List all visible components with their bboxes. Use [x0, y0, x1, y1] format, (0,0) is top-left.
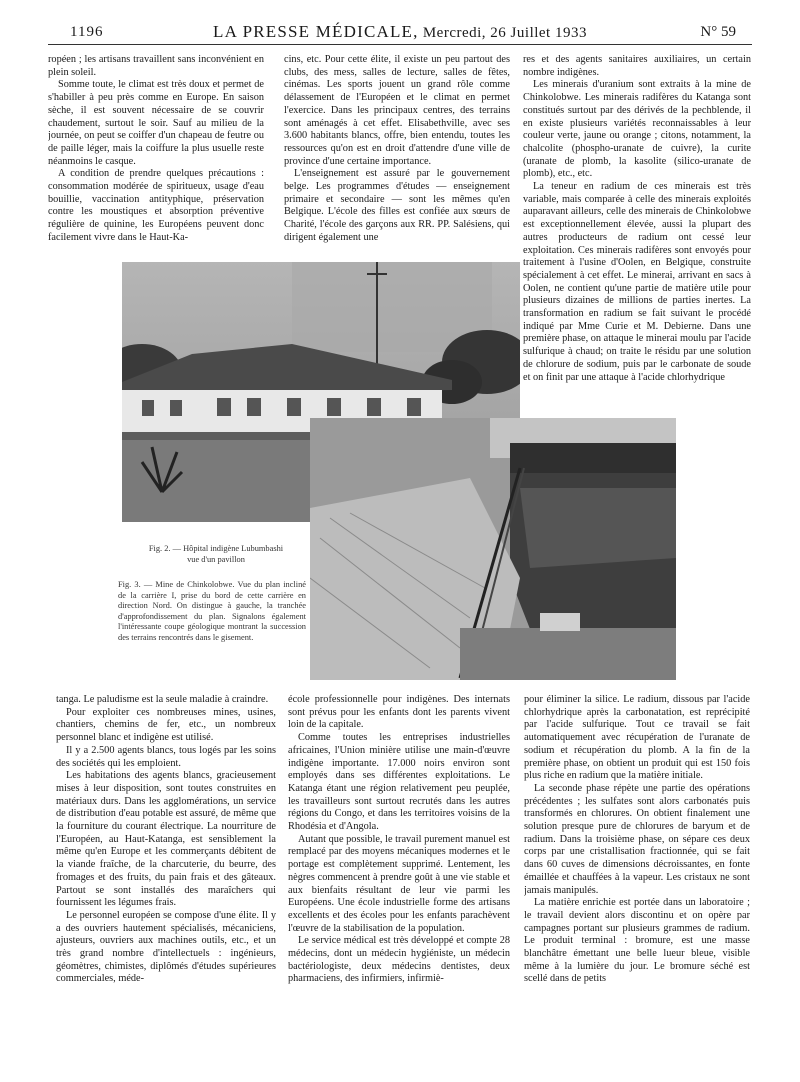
paragraph: ropéen ; les artisans travaillent sans inconvénient en plein soleil. [48, 54, 264, 78]
figure-2-caption [122, 544, 310, 565]
paragraph: Il y a 2.500 agents blancs, tous logés par les soins des sociétés qui les emploient. [56, 744, 276, 769]
column-top-right [523, 54, 751, 406]
figure-2-caption-line2: vue d'un pavillon [187, 554, 245, 564]
column-top-left [48, 54, 264, 266]
paragraph: La seconde phase répète une partie des opérations précédentes ; les sulfates sont alors carbonatés puis transformés en chlorures. On obtient finalement une solution presque pure de chlorures de baryum et de radium. Dans la troisième phase, on sépare ces deux corps par une cristallisation fractionnée, qui se fait dans 60 cuves de dimensions décroissantes, en fonte émaillée et chauffées à la vapeur. Les cristaux ne sont jamais manipulés. [524, 782, 750, 896]
paragraph: Les minerais d'uranium sont extraits à la mine de Chinkolobwe. Les minerais radifères du Katanga sont constitués surtout par des dérivés de la pechblende, il en existe plusieurs variétés reconnaissables à leur couleur verte, jaune ou orange ; citons, notamment, la chalcolite (phospho-uranate de cuivre), la curite (uranate de plomb, la kasolite (silico-uranate de plomb), etc., etc. [523, 79, 751, 180]
paragraph: Le service médical est très développé et compte 28 médecins, dont un médecin hygiéniste, un médecin bactériologiste, deux médecins dentistes, deux pharmaciens, des infirmiers, infirmiè- [288, 935, 510, 985]
paragraph: Comme toutes les entreprises industrielles africaines, l'Union minière utilise une main-d'œuvre indigène importante. 17.000 noirs environ sont employés dans ses différentes exploitations. Le Katanga étant une région relativement peu peuplée, les travailleurs sont surtout recrutés dans les autres régions du Congo, et dans les territoires voisins de la Rhodésia et d'Angola. [288, 732, 510, 833]
column-top-middle [284, 54, 510, 266]
issue-date: Mercredi, 26 Juillet 1933 [422, 25, 587, 41]
paragraph: res et des agents sanitaires auxiliaires, un certain nombre indigènes. [523, 54, 751, 78]
figure-2-caption-line1: Fig. 2. — Hôpital indigène Lubumbashi [148, 544, 284, 553]
paragraph: pour éliminer la silice. Le radium, dissous par l'acide chlorhydrique après la carbonatation, est reprécipité par l'acide sulfurique. Tout ce travail se fait automatiquement avec récupération de l'uranate de sodium et récupération du plomb. A la fin de la première phase, on obtient un produit qui est 150 fois plus riche en radium que la matière initiale. [524, 694, 750, 782]
paragraph: Les habitations des agents blancs, gracieusement mises à leur disposition, sont toutes construites en matériaux durs. Dans les agglomérations, un service de distribution d'eau potable est assuré, de même que la fourniture du courant électrique. La nourriture de l'Européen, au Haut-Katanga, est sensiblement la même qu'en Europe et les commerçants débitent de la viande fraîche, de la charcuterie, du beurre, des fromages et des fruits, du pain frais et des gâteaux. Partout se sont installés des maraîchers qui fournissent les légumes frais. [56, 770, 276, 909]
journal-name: LA PRESSE MÉDICALE, [213, 22, 419, 41]
paragraph: Pour exploiter ces nombreuses mines, usines, chantiers, chemins de fer, etc., un nombreux personnel blanc et indigène est utilisé. [56, 706, 276, 744]
paragraph: La matière enrichie est portée dans un laboratoire ; le travail devient alors discontinu et on opère par campagnes portant sur plusieurs grammes de radium. Le produit terminal : bromure, est une masse blanchâtre émettant une belle lueur bleue, visible même à la lumière du jour. Le bromure séché est scellé dans de petits [524, 897, 750, 985]
journal-title-line [48, 22, 752, 42]
paragraph: A condition de prendre quelques précautions : consommation modérée de spiritueux, usage d'eau bouillie, vaccination antityphique, préservation contre les moustiques et absorption préventive régulière de quinine, les Européens peuvent donc facilement vivre dans le Haut-Ka- [48, 168, 264, 243]
page-number: 1196 [70, 24, 104, 40]
paragraph: tanga. Le paludisme est la seule maladie à craindre. [56, 694, 269, 705]
issue-number: N° 59 [700, 24, 736, 40]
paragraph: cins, etc. Pour cette élite, il existe un peu partout des clubs, des mess, salles de lecture, salles de fêtes, cinémas. Les sports jouent un grand rôle comme délassement de l'Européen et le climat en permet l'exercice. Dans les principaux centres, des terrains sont aménagés à cet effet. Elisabethville, avec ses 3.600 habitants blancs, offre, bien entendu, toutes les ressources qu'on est en droit d'attendre d'une ville de province d'une certaine importance. [284, 54, 510, 167]
column-bottom-middle [288, 694, 510, 1066]
paragraph: Le personnel européen se compose d'une élite. Il y a des ouvriers hautement spécialisés, mécaniciens, ajusteurs, ouvriers aux machines outils, etc., et un très grand nombre d'intellectuels : ingénieurs, géomètres, chimistes, diplômés d'études supérieures commerciales, méde- [56, 909, 276, 985]
paragraph: La teneur en radium de ces minerais est très variable, mais comparée à celle des minerais exploités auparavant ailleurs, celle des minerais de Chinkolobwe est exceptionnellement élevée, aussi la plupart des autres producteurs de radium ont cessé leur exploitation. Ces minerais radifères sont envoyés pour traitement à l'usine d'Oolen, en Belgique, construite spécialement à cet effet. Le minerai, arrivant en sacs à Oolen, ne contient qu'une partie de matière utile pour plusieurs dizaines de millions de parties inertes. La transformation en radium se fait suivant le procédé indiqué par Mme Curie et M. Debierne. Dans une première phase, on attaque le minerai moulu par l'acide sulfurique à chaud; on traite le résidu par une solution de chlorure de sodium, puis par le carbonate de soude et on finit par une attaque à l'acide chlorhydrique [523, 181, 751, 383]
mine-photo-image [310, 418, 676, 680]
paragraph: L'enseignement est assuré par le gouvernement belge. Les programmes d'études — enseignement primaire et secondaire — sont les mêmes qu'en Belgique. L'école des filles est confiée aux sœurs de Charité, l'école des garçons aux RR. PP. Salésiens, qui dirigent également une [284, 168, 510, 243]
paragraph: école professionnelle pour indigènes. Des internats sont prévus pour les enfants dont les parents vivent loin de la capitale. [288, 694, 510, 731]
mine-photo [310, 418, 676, 680]
page-header [48, 18, 752, 45]
paragraph: Somme toute, le climat est très doux et permet de s'habiller à peu près comme en Europe. En saison sèche, il est souvent nécessaire de se couvrir chaudement, surtout le soir. Sauf au milieu de la journée, on peut se coiffer d'un chapeau de feutre ou de paille léger, mais la coiffure la plus usuelle reste néanmoins le casque. [48, 79, 264, 167]
column-bottom-right [524, 694, 750, 1066]
column-bottom-left [56, 694, 276, 1066]
paragraph: Autant que possible, le travail purement manuel est remplacé par des moyens mécaniques modernes et le portage est complètement supprimé. Lentement, les nègres commencent à prendre goût à une vie stable et aux bienfaits résultant de leur vie parmi les Européens. Une école industrielle forme des artisans excellents et des écoles pour les enfants parachèvent l'œuvre de la stabilisation de la population. [288, 833, 510, 934]
figure-3-caption: Fig. 3. — Mine de Chinkolobwe. Vue du plan incliné de la carrière I, prise du bord de cette carrière en direction Nord. On distingue à gauche, la tranchée d'approfondissement du plan. Signalons également l'intéressante coupe géologique montrant la succession des terrains rencontrés dans le gisement. [118, 580, 306, 642]
